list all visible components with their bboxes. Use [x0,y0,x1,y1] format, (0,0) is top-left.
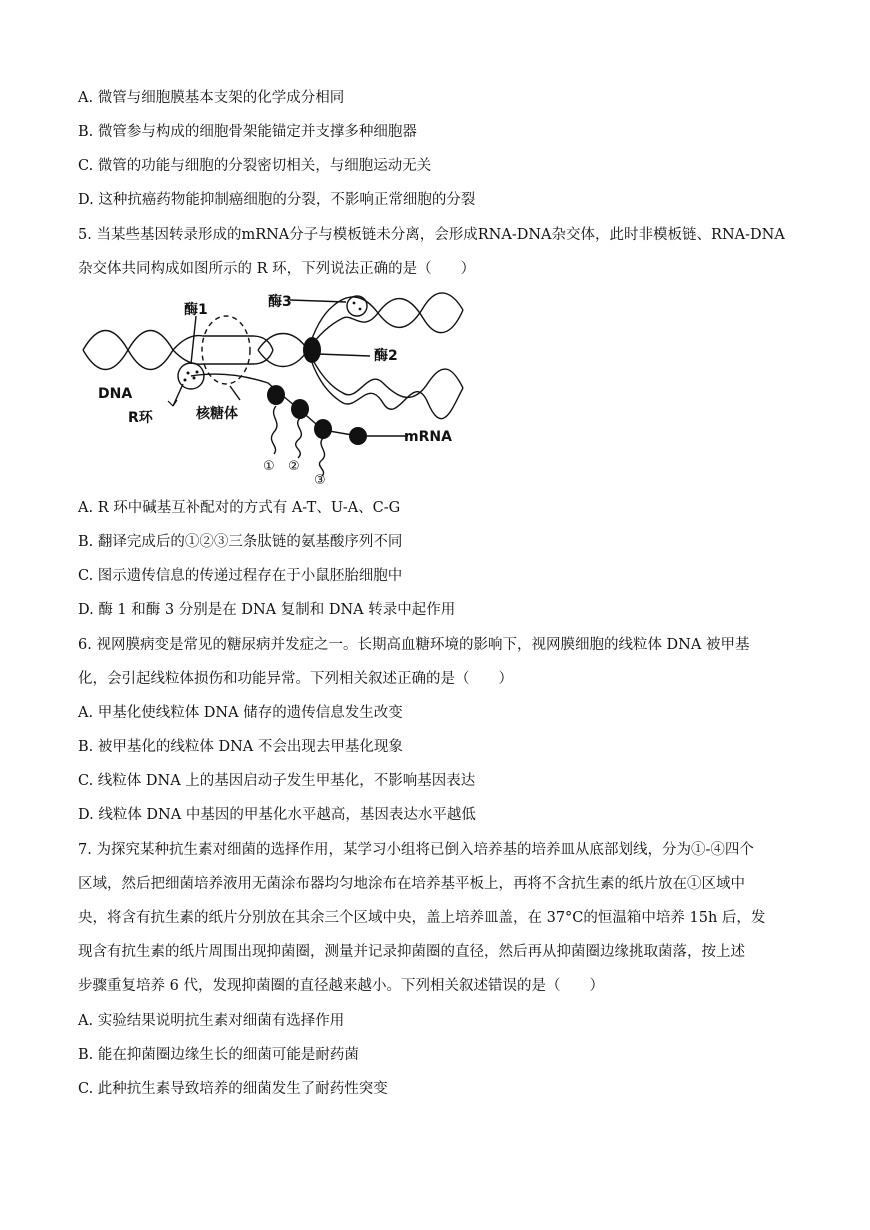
q7-stem-line1: 7. 为探究某种抗生素对细菌的选择作用，某学习小组将已倒入培养基的培养皿从底部划线，分为①-④四个 [78,842,754,858]
q7-option-b: B. 能在抑菌圈边缘生长的细菌可能是耐药菌 [78,1047,359,1063]
q5-option-a: A. R 环中碱基互补配对的方式有 A-T、U-A、C-G [78,500,401,516]
enzyme2-label: 酶2 [374,348,398,364]
mrna-label: mRNA [404,429,452,445]
q6-option-a: A. 甲基化使线粒体 DNA 储存的遗传信息发生改变 [78,705,403,721]
chain1-label: ① [263,459,275,474]
q7-stem-line2: 区域，然后把细菌培养液用无菌涂布器均匀地涂布在培养基平板上，再将不含抗生素的纸片放在①区域中 [78,876,745,892]
q7-stem-line5: 步骤重复培养 6 代，发现抑菌圈的直径越来越小。下列相关叙述错误的是（ ） [78,978,604,994]
r-loop-label: R环 [128,410,153,426]
q6-option-d: D. 线粒体 DNA 中基因的甲基化水平越高，基因表达水平越低 [78,807,476,823]
q7-option-c: C. 此种抗生素导致培养的细菌发生了耐药性突变 [78,1081,388,1097]
q5-option-b: B. 翻译完成后的①②③三条肽链的氨基酸序列不同 [78,534,403,550]
q4-option-d: D. 这种抗癌药物能抑制癌细胞的分裂，不影响正常细胞的分裂 [78,192,476,208]
q6-stem-line1: 6. 视网膜病变是常见的糖尿病并发症之一。长期高血糖环境的影响下，视网膜细胞的线粒体 DNA 被甲基 [78,637,750,653]
q7-option-a: A. 实验结果说明抗生素对细菌有选择作用 [78,1013,345,1029]
q5-stem-line1: 5. 当某些基因转录形成的mRNA分子与模板链未分离，会形成RNA-DNA杂交体，此时非模板链、RNA-DNA [78,227,785,243]
enzyme3-label: 酶3 [268,294,292,310]
dna-label: DNA [98,386,133,402]
q4-option-b: B. 微管参与构成的细胞骨架能锚定并支撑多种细胞器 [78,124,417,140]
q6-stem-line2: 化，会引起线粒体损伤和功能异常。下列相关叙述正确的是（ ） [78,671,513,687]
ribosome-label: 核糖体 [196,406,238,422]
q7-stem-line3: 央，将含有抗生素的纸片分别放在其余三个区域中央，盖上培养皿盖，在 37°C的恒温箱中培养 15h 后，发 [78,910,766,926]
q5-option-d: D. 酶 1 和酶 3 分别是在 DNA 复制和 DNA 转录中起作用 [78,602,456,618]
q4-option-a: A. 微管与细胞膜基本支架的化学成分相同 [78,90,345,106]
enzyme1-label: 酶1 [184,302,208,318]
q5-option-c: C. 图示遗传信息的传递过程存在于小鼠胚胎细胞中 [78,568,403,584]
q6-option-b: B. 被甲基化的线粒体 DNA 不会出现去甲基化现象 [78,739,403,755]
chain3-label: ③ [314,473,326,488]
r-loop-figure [78,288,478,488]
chain2-label: ② [288,459,300,474]
q6-option-c: C. 线粒体 DNA 上的基因启动子发生甲基化，不影响基因表达 [78,773,476,789]
q4-option-c: C. 微管的功能与细胞的分裂密切相关，与细胞运动无关 [78,158,432,174]
q5-stem-line2: 杂交体共同构成如图所示的 R 环，下列说法正确的是（ ） [78,261,476,277]
q7-stem-line4: 现含有抗生素的纸片周围出现抑菌圈，测量并记录抑菌圈的直径，然后再从抑菌圈边缘挑取菌落，按上述 [78,944,745,960]
